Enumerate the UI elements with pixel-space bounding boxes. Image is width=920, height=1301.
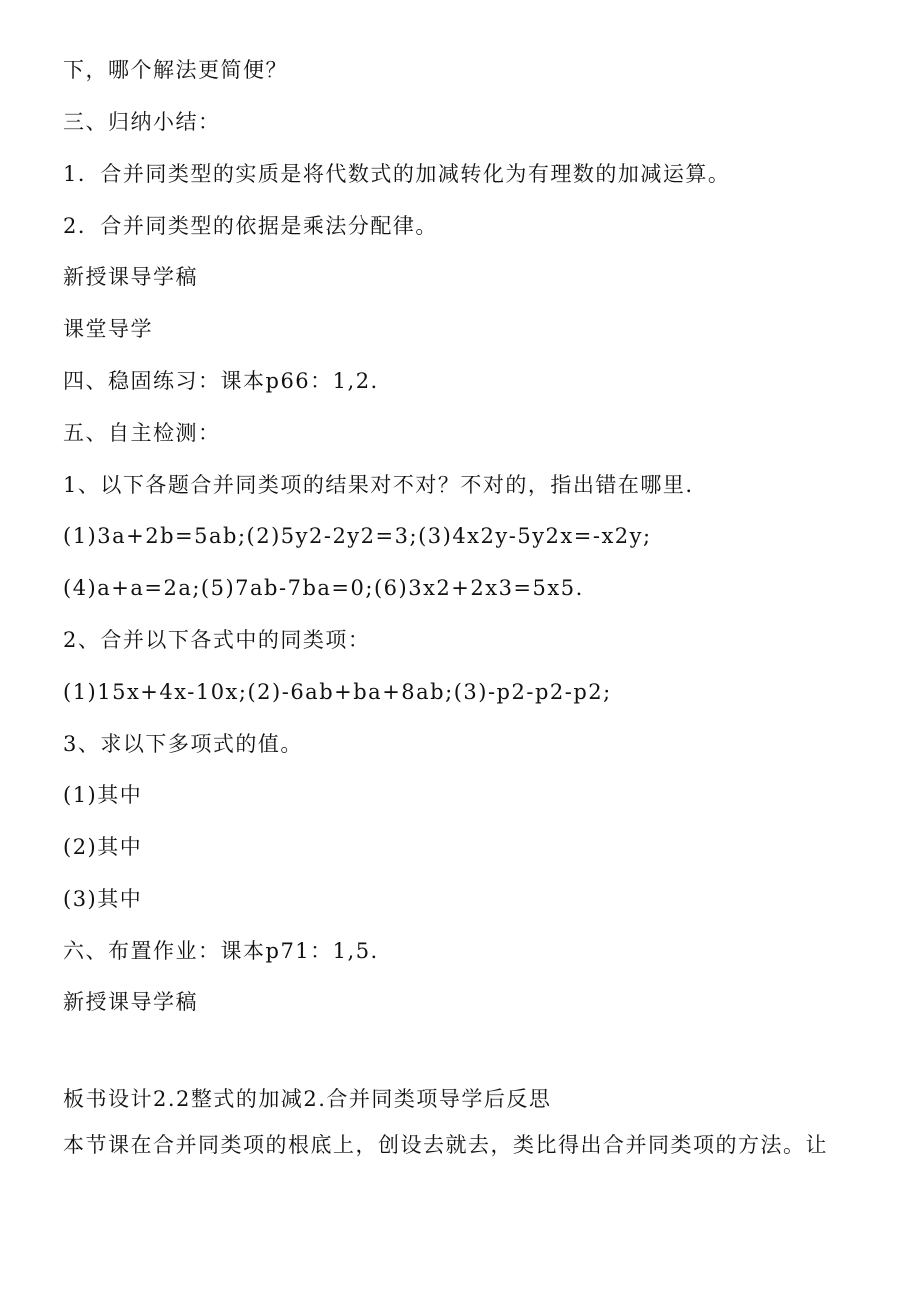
question-3-item-3: (3)其中 (63, 887, 143, 911)
text-line-1: 下，哪个解法更简便？ (63, 58, 288, 82)
question-3-item-1: (1)其中 (63, 783, 143, 807)
text-line-5: 新授课导学稿 (63, 265, 198, 289)
board-design-line: 板书设计2.2整式的加减2.合并同类项导学后反思 (63, 1087, 552, 1111)
text-line-6: 课堂导学 (63, 317, 153, 341)
question-1: 1、以下各题合并同类项的结果对不对？不对的，指出错在哪里. (63, 473, 694, 497)
question-2-items: (1)15x+4x-10x;(2)-6ab+ba+8ab;(3)-p2-p2-p2; (63, 680, 612, 704)
section-heading-homework: 六、布置作业：课本p71：1,5. (63, 939, 379, 963)
question-1-items-a: (1)3a+2b=5ab;(2)5y2-2y2=3;(3)4x2y-5y2x=-x2y; (63, 524, 652, 548)
text-line-4: 2．合并同类型的依据是乘法分配律。 (63, 214, 438, 238)
question-3: 3、求以下多项式的值。 (63, 732, 303, 756)
question-1-items-b: (4)a+a=2a;(5)7ab-7ba=0;(6)3x2+2x3=5x5. (63, 576, 584, 600)
question-3-item-2: (2)其中 (63, 835, 143, 859)
section-heading-practice: 四、稳固练习：课本p66：1,2. (63, 369, 379, 393)
question-2: 2、合并以下各式中的同类项： (63, 628, 371, 652)
section-heading-summary: 三、归纳小结： (63, 110, 221, 134)
text-line-19: 新授课导学稿 (63, 990, 198, 1014)
section-heading-self-check: 五、自主检测： (63, 421, 221, 445)
text-line-3: 1．合并同类型的实质是将代数式的加减转化为有理数的加减运算。 (63, 162, 731, 186)
reflection-line: 本节课在合并同类项的根底上，创设去就去，类比得出合并同类项的方法。让 (63, 1133, 828, 1157)
